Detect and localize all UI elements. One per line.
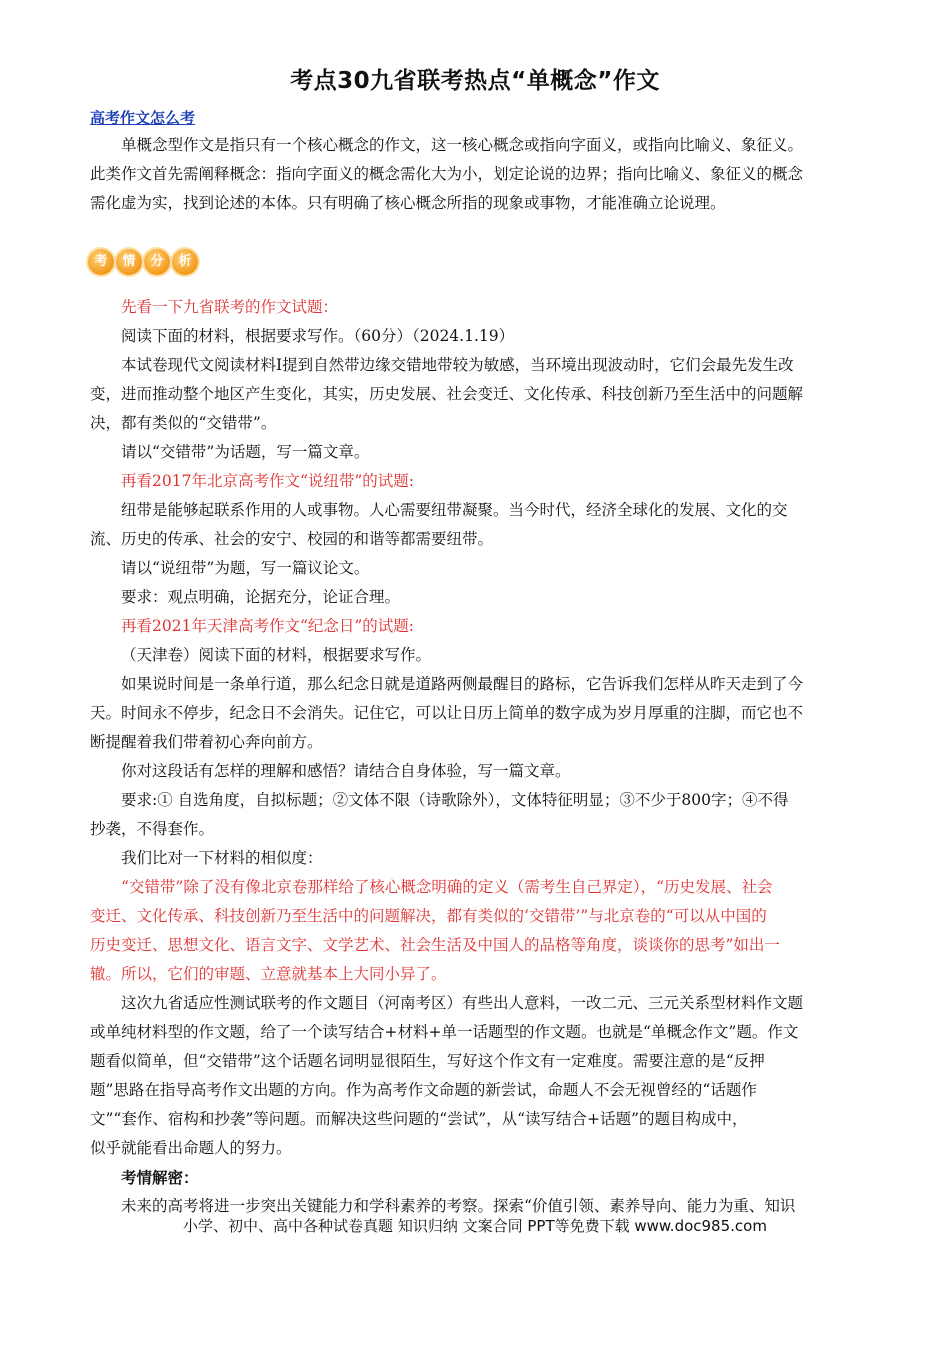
text-line: 决，都有类似的“交错带”。: [90, 414, 277, 432]
intro-line: 单概念型作文是指只有一个核心概念的作文，这一核心概念或指向字面义，或指向比喻义、象征义。: [121, 136, 804, 154]
badge-char: 情: [116, 249, 142, 275]
text-line: 再看2021年天津高考作文“纪念日”的试题:: [121, 617, 415, 635]
text-line: 未来的高考将进一步突出关键能力和学科素养的考察。探索“价值引领、素养导向、能力为重、知识: [121, 1197, 796, 1215]
intro-paragraph: [90, 131, 862, 218]
text-line: 纽带是能够起联系作用的人或事物。人心需要纽带凝聚。当今时代，经济全球化的发展、文化的交: [121, 501, 788, 519]
text-line: 如果说时间是一条单行道，那么纪念日就是道路两侧最醒目的路标，它告诉我们怎样从昨天走到了今: [121, 675, 804, 693]
badge-char: 考: [88, 249, 114, 275]
text-line: 抄袭，不得套作。: [90, 820, 215, 838]
footer-text: 小学、初中、高中各种试卷真题 知识归纳 文案合同 PPT等免费下载 www.doc985.com: [183, 1217, 767, 1235]
text-line: 流、历史的传承、社会的安宁、校园的和谐等都需要纽带。: [90, 530, 494, 548]
page-title: 考点30九省联考热点“单概念”作文: [290, 68, 660, 94]
text-line: 考情解密：: [121, 1168, 199, 1187]
text-line: 请以“说纽带”为题，写一篇议论文。: [121, 559, 370, 577]
text-line: 阅读下面的材料，根据要求写作。（60分）（2024.1.19）: [121, 327, 515, 345]
section-link[interactable]: 高考作文怎么考: [90, 109, 196, 127]
body-text: [90, 293, 862, 1221]
text-line: 要求:① 自选角度，自拟标题；②文体不限（诗歌除外），文体特征明显；③不少于800字；④不得: [121, 791, 789, 809]
text-line: 要求：观点明确，论据充分，论证合理。: [121, 588, 401, 606]
text-line: 本试卷现代文阅读材料Ⅰ提到自然带边缘交错地带较为敏感，当环境出现波动时，它们会最先发生改: [121, 356, 794, 374]
kaoqing-fenxi-badge: [88, 244, 206, 280]
intro-line: 此类作文首先需阐释概念：指向字面义的概念需化大为小，划定论说的边界；指向比喻义、象征义的概念: [90, 165, 804, 183]
badge-char: 分: [144, 249, 170, 275]
text-line: 题看似简单，但“交错带”这个话题名词明显很陌生，写好这个作文有一定难度。需要注意的是“反押: [90, 1052, 765, 1070]
text-line: 或单纯材料型的作文题，给了一个读写结合+材料+单一话题型的作文题。也就是“单概念作文”题。作文: [90, 1023, 799, 1041]
text-line: 变，进而推动整个地区产生变化，其实，历史发展、社会变迁、文化传承、科技创新乃至生活中的问题解: [90, 385, 804, 403]
text-line: 变迁、文化传承、科技创新乃至生活中的问题解决，都有类似的‘交错带’”与北京卷的“可以从中国的: [90, 907, 767, 925]
text-line: 断提醒着我们带着初心奔向前方。: [90, 733, 323, 751]
text-line: 你对这段话有怎样的理解和感悟？请结合自身体验，写一篇文章。: [121, 762, 571, 780]
text-line: “交错带”除了没有像北京卷那样给了核心概念明确的定义（需考生自己界定），“历史发展、社会: [121, 878, 773, 896]
text-line: 历史变迁、思想文化、语言文字、文学艺术、社会生活及中国人的品格等角度，谈谈你的思考”如出一: [90, 936, 780, 954]
text-line: 似乎就能看出命题人的努力。: [90, 1139, 292, 1157]
badge-char: 析: [172, 249, 198, 275]
text-line: 先看一下九省联考的作文试题：: [121, 298, 339, 316]
text-line: 请以“交错带”为话题，写一篇文章。: [121, 443, 370, 461]
text-line: 题”思路在指导高考作文出题的方向。作为高考作文命题的新尝试，命题人不会无视曾经的“话题作: [90, 1081, 757, 1099]
text-line: （天津卷）阅读下面的材料，根据要求写作。: [121, 646, 432, 664]
text-line: 我们比对一下材料的相似度：: [121, 849, 323, 867]
text-line: 再看2017年北京高考作文“说纽带”的试题:: [121, 472, 415, 490]
text-line: 这次九省适应性测试联考的作文题目（河南考区）有些出人意料，一改二元、三元关系型材料作文题: [121, 994, 804, 1012]
text-line: 文”“套作、宿构和抄袭”等问题。而解决这些问题的“尝试”，从“读写结合+话题”的题目构成中，: [90, 1110, 748, 1128]
text-line: 辙。所以，它们的审题、立意就基本上大同小异了。: [90, 965, 447, 983]
intro-line: 需化虚为实，找到论述的本体。只有明确了核心概念所指的现象或事物，才能准确立论说理。: [90, 194, 726, 212]
text-line: 天。时间永不停步，纪念日不会消失。记住它，可以让日历上简单的数字成为岁月厚重的注脚，而它也不: [90, 704, 804, 722]
